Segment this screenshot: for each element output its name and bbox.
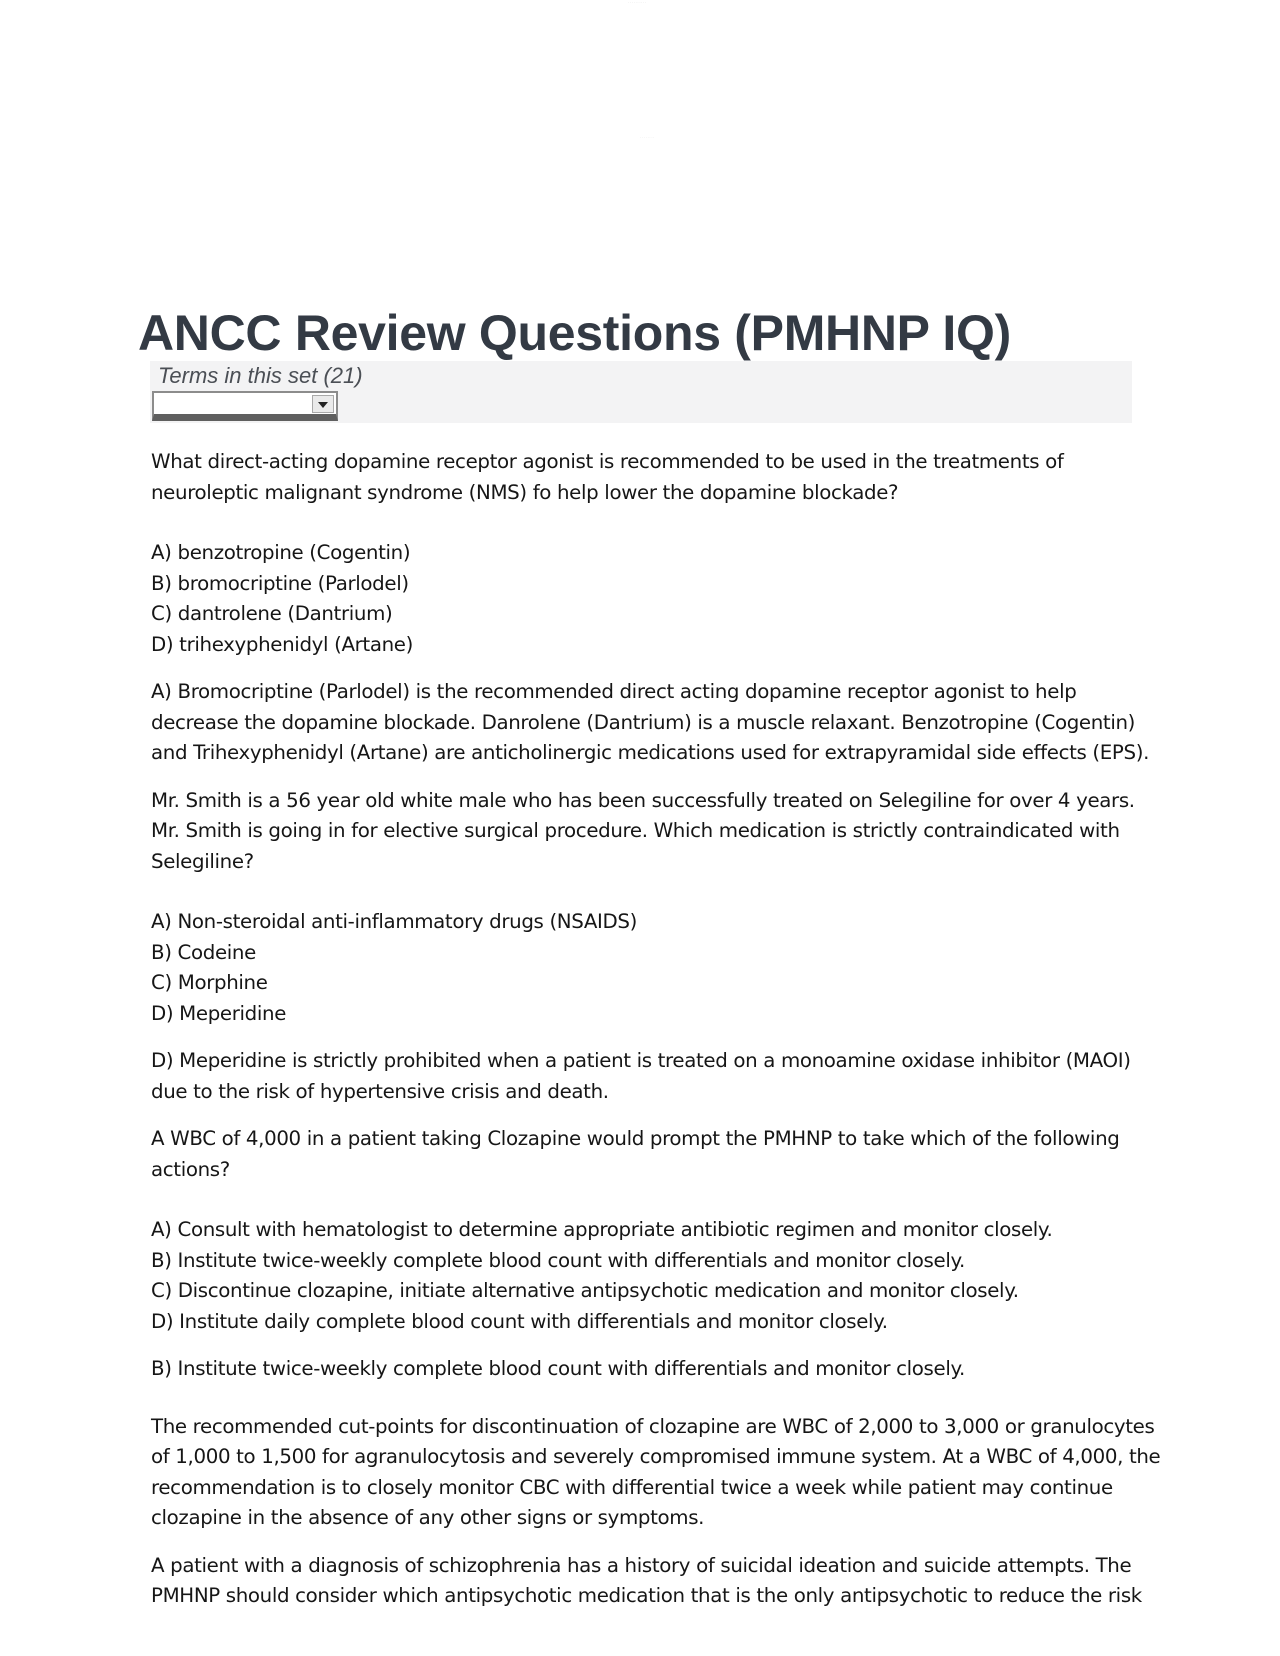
question-line: Selegiline? [151,849,254,873]
terms-sort-dropdown[interactable] [152,391,338,421]
answer-line: and Trihexyphenidyl (Artane) are anticholinergic medications used for extrapyramidal side effects (EPS). [151,741,1150,764]
option-line: B) bromocriptine (Parlodel) [151,571,409,595]
option-line: A) Consult with hematologist to determine appropriate antibiotic regimen and monitor closely. [151,1218,1053,1241]
answer-line: D) Meperidine is strictly prohibited when a patient is treated on a monoamine oxidase inhibitor (MAOI) [151,1049,1131,1072]
terms-list [151,447,1161,1612]
term-options [151,1215,1121,1337]
question-line: neuroleptic malignant syndrome (NMS) fo help lower the dopamine blockade? [151,480,899,504]
answer-line: clozapine in the absence of any other signs or symptoms. [151,1506,705,1529]
question-line: A patient with a diagnosis of schizophrenia has a history of suicidal ideation and suicide attempts. The [151,1553,1132,1577]
option-line: B) Codeine [151,940,256,964]
term-answer [151,1046,1131,1107]
term-answer [151,1354,1161,1534]
answer-line: due to the risk of hypertensive crisis and death. [151,1079,609,1103]
option-line: C) Discontinue clozapine, initiate alternative antipsychotic medication and monitor closely. [151,1279,1019,1302]
term-answer [151,677,1150,769]
question-line: A WBC of 4,000 in a patient taking Clozapine would prompt the PMHNP to take which of the following [151,1127,1120,1150]
option-line: B) Institute twice-weekly complete blood count with differentials and monitor closely. [151,1248,965,1272]
option-line: C) dantrolene (Dantrium) [151,602,393,625]
term-options [151,538,1121,660]
answer-line: The recommended cut-points for discontinuation of clozapine are WBC of 2,000 to 3,000 or granulocytes [151,1414,1155,1438]
answer-line: A) Bromocriptine (Parlodel) is the recommended direct acting dopamine receptor agonist to help [151,680,1077,703]
option-line: A) benzotropine (Cogentin) [151,541,411,564]
question-line: PMHNP should consider which antipsychotic medication that is the only antipsychotic to reduce the risk [151,1584,1142,1607]
question-line: actions? [151,1157,230,1181]
answer-headline: B) Institute twice-weekly complete blood count with differentials and monitor closely. [151,1357,965,1380]
option-line: A) Non-steroidal anti-inflammatory drugs (NSAIDS) [151,910,637,933]
question-line: What direct-acting dopamine receptor agonist is recommended to be used in the treatments of [151,450,1064,473]
option-line: D) Institute daily complete blood count with differentials and monitor closely. [151,1309,888,1333]
term-question [151,1551,1142,1612]
term-options [151,907,1121,1029]
answer-line: recommendation is to closely monitor CBC with differential twice a week while patient may continue [151,1475,1113,1499]
header-mark: · · · · · · · · · · [628,0,647,4]
term-question [151,786,1135,878]
answer-line: of 1,000 to 1,500 for agranulocytosis and severely compromised immune system. At a WBC of 4,000, the [151,1445,1161,1468]
option-line: D) trihexyphenidyl (Artane) [151,632,413,656]
terms-bar [150,361,1132,423]
term-question [151,447,1121,508]
chevron-down-icon[interactable] [312,395,334,413]
answer-line: decrease the dopamine blockade. Danrolene (Dantrium) is a muscle relaxant. Benzotropine (Cogentin) [151,710,1136,734]
question-line: Mr. Smith is going in for elective surgical procedure. Which medication is strictly contraindicated with [151,819,1120,842]
header-submark: · · · · · · · · [640,135,655,139]
question-line: Mr. Smith is a 56 year old white male who has been successfully treated on Selegiline for over 4 years. [151,788,1135,812]
terms-count-label: Terms in this set (21) [158,363,363,388]
option-line: D) Meperidine [151,1001,287,1025]
term-question [151,1124,1121,1185]
option-line: C) Morphine [151,971,268,994]
page-title: ANCC Review Questions (PMHNP IQ) [138,305,1011,361]
